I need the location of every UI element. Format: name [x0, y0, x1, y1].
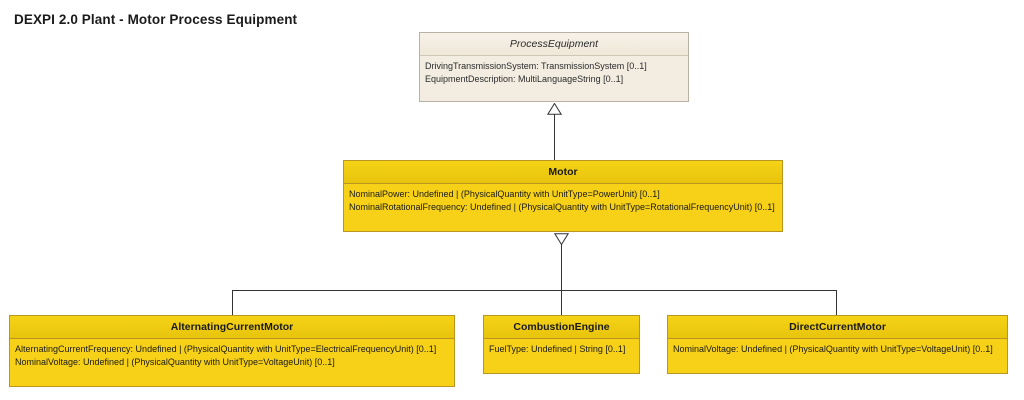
diagram-title: DEXPI 2.0 Plant - Motor Process Equipment — [14, 12, 298, 27]
class-name-combustion-engine: CombustionEngine — [484, 316, 639, 339]
class-attributes-combustion-engine — [484, 339, 639, 360]
class-name-alternating-current-motor: AlternatingCurrentMotor — [10, 316, 454, 339]
generalization-arrow-processequipment — [547, 102, 562, 120]
attribute-row: DrivingTransmissionSystem: TransmissionSystem [0..1] — [425, 61, 647, 71]
attribute-row: NominalVoltage: Undefined | (PhysicalQuantity with UnitType=VoltageUnit) [0..1] — [15, 357, 335, 367]
class-attributes-alternating-current-motor — [10, 339, 454, 373]
class-name-process-equipment: ProcessEquipment — [420, 33, 688, 56]
attribute-row: NominalVoltage: Undefined | (PhysicalQuantity with UnitType=VoltageUnit) [0..1] — [673, 344, 993, 354]
attribute-row: NominalRotationalFrequency: Undefined | (PhysicalQuantity with UnitType=RotationalFrequencyUnit) [0..1] — [349, 202, 775, 212]
class-name-direct-current-motor: DirectCurrentMotor — [668, 316, 1007, 339]
class-box-direct-current-motor[interactable] — [667, 315, 1008, 374]
attribute-row: EquipmentDescription: MultiLanguageString [0..1] — [425, 74, 624, 84]
class-box-alternating-current-motor[interactable] — [9, 315, 455, 387]
class-attributes-process-equipment — [420, 56, 688, 90]
generalization-branch-alternatingcurrentmotor — [232, 290, 233, 315]
attribute-row: FuelType: Undefined | String [0..1] — [489, 344, 626, 354]
class-box-process-equipment[interactable] — [419, 32, 689, 102]
class-attributes-direct-current-motor — [668, 339, 1007, 360]
generalization-stem-motor — [561, 244, 562, 290]
class-box-motor[interactable] — [343, 160, 783, 232]
generalization-bus-horizontal — [232, 290, 836, 291]
class-box-combustion-engine[interactable] — [483, 315, 640, 374]
class-name-motor: Motor — [344, 161, 782, 184]
attribute-row: NominalPower: Undefined | (PhysicalQuantity with UnitType=PowerUnit) [0..1] — [349, 189, 660, 199]
generalization-branch-directcurrentmotor — [836, 290, 837, 315]
generalization-line-motor-to-processequipment — [554, 113, 555, 160]
attribute-row: AlternatingCurrentFrequency: Undefined | (PhysicalQuantity with UnitType=ElectricalFrequencyUnit) [0..1] — [15, 344, 437, 354]
generalization-branch-combustionengine — [561, 290, 562, 315]
class-attributes-motor — [344, 184, 782, 218]
